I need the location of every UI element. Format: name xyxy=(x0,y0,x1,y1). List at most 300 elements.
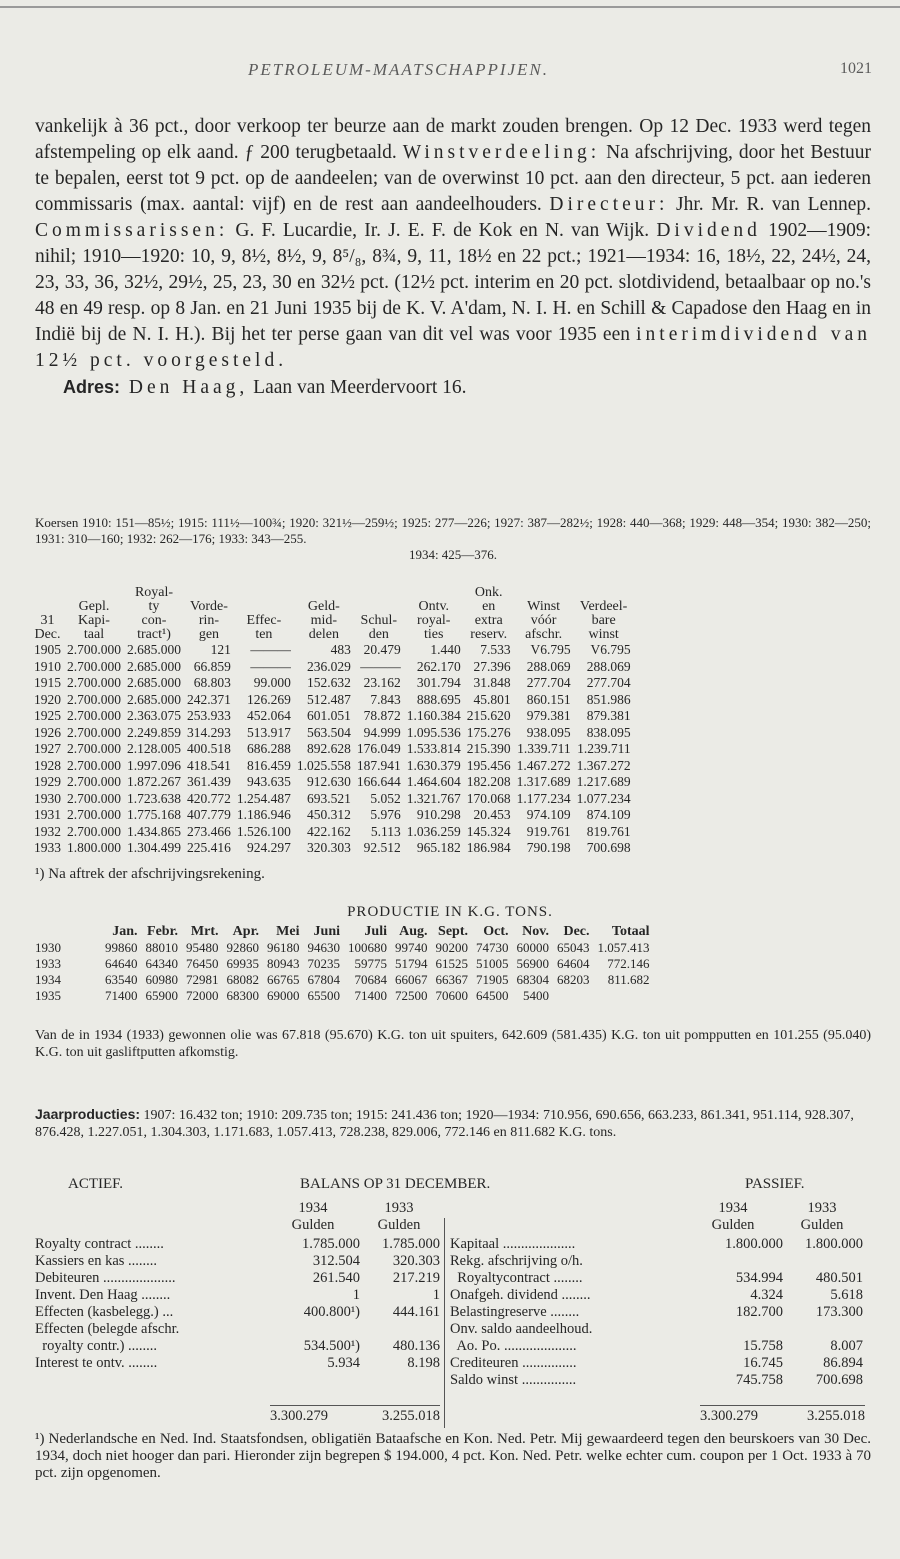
table-row xyxy=(31,642,634,659)
table-cell: 288.069 xyxy=(586,658,631,674)
table-cell: 72981 xyxy=(186,972,219,987)
text-run: G. F. Lucardie, Ir. J. E. F. de Kok en N. van Wijk. xyxy=(228,220,657,241)
adres-label: Adres: xyxy=(63,377,121,397)
balance-row xyxy=(450,1372,868,1389)
table-row xyxy=(31,972,654,988)
table-row xyxy=(31,692,634,709)
table-cell: 1.723.638 xyxy=(127,790,181,806)
balance-value xyxy=(695,1253,783,1270)
table-cell: 1.339.711 xyxy=(517,741,571,756)
table-cell: 2.128.005 xyxy=(127,741,181,756)
balance-label: Royalty contract ........ xyxy=(35,1236,164,1252)
table-row xyxy=(31,988,654,1004)
column-header: Royal- ty con- tract¹) xyxy=(134,585,174,642)
balance-value: 400.800¹) xyxy=(303,1304,360,1320)
table-cell: 187.941 xyxy=(356,757,401,773)
table-cell: 5.052 xyxy=(370,790,401,806)
table-cell: 78.872 xyxy=(363,708,401,723)
table-cell: 65043 xyxy=(557,940,590,955)
year-cell: 1930 xyxy=(35,940,61,955)
column-header: Nov. xyxy=(522,924,549,939)
year-cell: 1910 xyxy=(34,658,61,674)
koersen-block xyxy=(35,515,871,563)
table-cell: 301.794 xyxy=(416,675,461,690)
year-cell: 1927 xyxy=(34,741,61,756)
balance-row xyxy=(35,1287,440,1304)
balance-value: 444.161 xyxy=(392,1304,440,1320)
liab-total-row xyxy=(700,1408,865,1425)
table-cell: 67804 xyxy=(307,972,340,987)
koersen-line: Koersen 1910: 151—85½; 1915: 111½—100¾; 1920: 321½—259½; 1925: 277—226; 1927: 387—282½; 1928: 440—368; 1929: 448—354; 1930: 382—250; 1931: 310—160; 1932: 262—176; 1933: 343—255. xyxy=(35,515,871,546)
table-cell: 420.772 xyxy=(187,790,231,806)
table-cell: 152.632 xyxy=(307,675,351,690)
unit-label: Gulden xyxy=(711,1217,755,1233)
balance-label: Debiteuren .................... xyxy=(35,1270,176,1286)
origin-paragraph: Van de in 1934 (1933) gewonnen olie was 67.818 (95.670) K.G. ton uit spuiters, 642.609 (581.435) K.G. ton uit pompputten en 101.255 (95.040) K.G. ton uit gasliftputten afkomstig. xyxy=(35,1028,871,1060)
year-cell: 1933 xyxy=(35,956,61,971)
balance-label: Ao. Po. .................... xyxy=(450,1338,577,1354)
balance-label: Crediteuren ............... xyxy=(450,1355,577,1371)
table-cell: 64604 xyxy=(557,956,590,971)
table-cell: 2.700.000 xyxy=(67,658,121,674)
table-cell: 888.695 xyxy=(416,691,461,707)
table-cell: 851.986 xyxy=(586,691,631,707)
balance-value xyxy=(360,1321,440,1338)
table-cell: 175.276 xyxy=(466,724,511,740)
liab-sum-rule xyxy=(700,1405,865,1406)
table-cell: ——— xyxy=(360,658,401,674)
column-header: Onk. en extra reserv. xyxy=(470,585,508,642)
year-label: 1934 xyxy=(298,1200,328,1216)
table-row xyxy=(31,824,634,841)
asset-year-header xyxy=(270,1200,442,1234)
table-row xyxy=(31,675,634,692)
balance-label: Kapitaal .................... xyxy=(450,1236,576,1252)
column-header: Mei xyxy=(276,924,300,939)
balance-label: Royaltycontract ........ xyxy=(450,1270,583,1286)
year-cell: 1932 xyxy=(34,823,61,839)
table-row xyxy=(31,940,654,956)
table-cell: V6.795 xyxy=(590,642,631,657)
table-row xyxy=(31,659,634,676)
table-cell: 80943 xyxy=(267,956,300,971)
table-cell: 1.800.000 xyxy=(67,840,121,855)
unit-label: Gulden xyxy=(377,1217,421,1233)
jaarproducties-text: 1907: 16.432 ton; 1910: 209.735 ton; 1915: 241.436 ton; 1920—1934: 710.956, 690.656, 663.233, 861.341, 951.114, 928.307, 876.428, 1.227.051, 1.304.303, 1.171.683, 1.057.413, 728.238, 829.006, 772.146 en 811.682 K.G. tons. xyxy=(35,1108,854,1140)
table-cell: 2.700.000 xyxy=(67,823,121,839)
table-cell: 71905 xyxy=(476,972,509,987)
table-cell: 1.177.234 xyxy=(516,790,571,806)
column-header: Febr. xyxy=(147,924,178,939)
annual-production-paragraph xyxy=(35,1106,871,1141)
table-cell: 819.761 xyxy=(586,823,631,839)
table-cell: 66.859 xyxy=(193,658,231,674)
table-row xyxy=(31,725,634,742)
table-cell: 450.312 xyxy=(307,807,351,822)
table-cell: 99860 xyxy=(105,940,138,955)
table-cell: 601.051 xyxy=(307,708,351,723)
production-title: PRODUCTIE IN K.G. TONS. xyxy=(347,904,553,920)
table-cell: 513.917 xyxy=(247,724,291,740)
column-header: Jan. xyxy=(112,924,138,939)
balance-value: 86.894 xyxy=(823,1355,863,1371)
year-cell: 1929 xyxy=(34,774,61,789)
address-line xyxy=(35,374,871,401)
passief-heading: PASSIEF. xyxy=(745,1176,805,1192)
table-row xyxy=(31,840,634,857)
table-header-row xyxy=(31,586,634,642)
table-cell: 2.249.859 xyxy=(127,724,181,740)
column-header: Verdeel- bare winst xyxy=(579,599,628,642)
balance-label: Effecten (kasbelegg.) ... xyxy=(35,1304,174,1320)
dividend-label: Dividend xyxy=(656,220,761,241)
balance-row xyxy=(450,1236,868,1253)
paragraph xyxy=(35,114,871,374)
balance-row xyxy=(35,1304,440,1321)
table-cell: 51005 xyxy=(476,956,509,971)
table-cell: 1.254.487 xyxy=(236,790,291,806)
table-cell: 938.095 xyxy=(526,724,571,740)
table-cell: 92.512 xyxy=(363,840,401,855)
total-value: 3.300.279 xyxy=(700,1408,758,1424)
balance-value: 480.501 xyxy=(815,1270,863,1286)
balance-value: 261.540 xyxy=(312,1270,360,1286)
table-cell: 65900 xyxy=(145,988,178,1003)
table-cell: 1.057.413 xyxy=(597,940,650,955)
year-label: 1934 xyxy=(718,1200,748,1216)
table-cell: 1.434.865 xyxy=(127,823,181,839)
column-header: Dec. xyxy=(563,924,590,939)
table-cell: 51794 xyxy=(395,956,428,971)
balance-value: 8.007 xyxy=(830,1338,863,1354)
table-cell: 1.025.558 xyxy=(296,757,351,773)
table-cell: 68203 xyxy=(557,972,590,987)
directeur-label: Directeur: xyxy=(549,194,669,215)
table-cell: 72500 xyxy=(395,988,428,1003)
table-cell: 60980 xyxy=(145,972,178,987)
table-cell: 1.095.536 xyxy=(406,724,461,740)
column-header: Oct. xyxy=(483,924,509,939)
table-cell: 5400 xyxy=(523,988,549,1003)
balance-value: 1 xyxy=(432,1287,440,1303)
asset-sum-rule xyxy=(270,1405,440,1406)
balance-value: 8.198 xyxy=(407,1355,440,1371)
balance-value: 1.800.000 xyxy=(805,1236,863,1252)
table-cell: 1.533.814 xyxy=(406,741,461,756)
table-cell: 64640 xyxy=(105,956,138,971)
balance-label: Kassiers en kas ........ xyxy=(35,1253,158,1269)
balance-value xyxy=(695,1321,783,1338)
table-cell: 182.208 xyxy=(466,774,511,789)
column-header: Effec- ten xyxy=(246,613,282,642)
column-header: Geld- mid- delen xyxy=(307,599,340,642)
table-cell: 94630 xyxy=(307,940,340,955)
top-rule xyxy=(0,6,900,8)
table-cell: 1.630.379 xyxy=(406,757,461,773)
total-value: 3.255.018 xyxy=(382,1408,440,1424)
column-header: Vorde- rin- gen xyxy=(190,599,228,642)
table-cell: 27.396 xyxy=(473,658,511,674)
table-cell: 979.381 xyxy=(526,708,571,723)
table-cell: 277.704 xyxy=(586,675,631,690)
table-row xyxy=(31,807,634,824)
balance-value: 320.303 xyxy=(392,1253,440,1269)
column-header: Totaal xyxy=(611,924,650,939)
table-cell: 166.644 xyxy=(356,774,401,789)
table-cell: 66765 xyxy=(267,972,300,987)
table-cell: 452.064 xyxy=(247,708,291,723)
balance-row xyxy=(450,1270,868,1287)
table-row xyxy=(31,774,634,791)
koersen-line-2: 1934: 425—376. xyxy=(408,547,498,562)
table-cell: 400.518 xyxy=(187,741,231,756)
year-cell: 1928 xyxy=(34,757,61,773)
commissarissen-label: Commissarissen: xyxy=(35,220,229,241)
table-cell: 700.698 xyxy=(586,840,631,855)
balance-label: royalty contr.) ........ xyxy=(35,1338,158,1354)
table-cell: 69000 xyxy=(267,988,300,1003)
table-cell: 943.635 xyxy=(247,774,291,789)
table-cell: 1.367.272 xyxy=(576,757,631,773)
column-header: Aug. xyxy=(399,924,428,939)
table-footnote: ¹) Na aftrek der afschrijvingsrekening. xyxy=(35,866,265,882)
table-cell: 910.298 xyxy=(416,807,461,822)
table-cell: V6.795 xyxy=(530,642,571,657)
table-cell: 126.269 xyxy=(247,691,291,707)
table-cell: 919.761 xyxy=(526,823,571,839)
column-header: Gepl. Kapi- taal xyxy=(78,599,110,642)
balance-label: Interest te ontv. ........ xyxy=(35,1355,158,1371)
table-cell: 68300 xyxy=(226,988,259,1003)
table-cell: 262.170 xyxy=(416,658,461,674)
table-cell: 71400 xyxy=(354,988,387,1003)
table-cell: 56900 xyxy=(516,956,549,971)
table-cell: 1.526.100 xyxy=(236,823,291,839)
table-cell: 874.109 xyxy=(586,807,631,822)
balance-footnote: ¹) Nederlandsche en Ned. Ind. Staatsfondsen, obligatiën Bataafsche en Kon. Ned. Petr. Mij gewaardeerd tegen den beurskoers van 30 Dec. 1934, doch niet hooger dan pari. Hieronder zijn begrepen $ 194.000, 4 pct. Kon. Ned. Petr. welke echter cum. coupon per 1 Oct. 1933 à 70 pct. zijn opgenomen. xyxy=(35,1431,871,1481)
table-cell: 912.630 xyxy=(307,774,351,789)
table-cell: 71400 xyxy=(105,988,138,1003)
table-cell: ——— xyxy=(250,642,291,657)
balance-label: Rekg. afschrijving o/h. xyxy=(450,1253,583,1269)
table-cell: 816.459 xyxy=(247,757,291,773)
liab-year-header xyxy=(690,1200,865,1234)
balance-value: 480.136 xyxy=(392,1338,440,1354)
table-cell: 65500 xyxy=(307,988,340,1003)
table-cell: 2.700.000 xyxy=(67,642,121,657)
table-cell: 1.467.272 xyxy=(516,757,571,773)
balance-label: Onafgeh. dividend ........ xyxy=(450,1287,591,1303)
table-cell: 974.109 xyxy=(526,807,571,822)
year-label: 1933 xyxy=(384,1200,414,1216)
table-cell: 879.381 xyxy=(586,708,631,723)
balance-row xyxy=(450,1338,868,1355)
asset-total-row xyxy=(270,1408,440,1425)
table-cell: 2.700.000 xyxy=(67,741,121,756)
balance-row xyxy=(450,1321,868,1338)
balance-value: 182.700 xyxy=(735,1304,783,1320)
table-cell: 66367 xyxy=(435,972,468,987)
table-cell: 686.288 xyxy=(247,741,291,756)
column-header: Mrt. xyxy=(190,924,219,939)
table-cell: 2.700.000 xyxy=(67,807,121,822)
year-cell: 1925 xyxy=(34,708,61,723)
table-cell: 2.700.000 xyxy=(67,675,121,690)
balance-value: 1.800.000 xyxy=(725,1236,783,1252)
balance-value: 700.698 xyxy=(815,1372,863,1388)
table-cell: 64340 xyxy=(145,956,178,971)
balance-value: 1.785.000 xyxy=(302,1236,360,1252)
table-cell: 1.077.234 xyxy=(576,790,631,806)
table-cell: 2.685.000 xyxy=(127,658,181,674)
table-cell: 1.036.259 xyxy=(406,823,461,839)
balance-value: 16.745 xyxy=(743,1355,783,1371)
table-cell: 20.479 xyxy=(363,642,401,657)
year-cell: 1926 xyxy=(34,724,61,740)
balance-value: 534.994 xyxy=(735,1270,783,1286)
balance-value xyxy=(270,1321,360,1338)
table-cell: 273.466 xyxy=(187,823,231,839)
table-cell: 2.363.075 xyxy=(127,708,181,723)
production-table xyxy=(31,924,654,1004)
table-cell: 70684 xyxy=(354,972,387,987)
balance-row xyxy=(35,1321,440,1338)
table-row xyxy=(31,708,634,725)
balance-label: Effecten (belegde afschr. xyxy=(35,1321,180,1337)
table-cell: 1.304.499 xyxy=(127,840,181,855)
table-cell: 790.198 xyxy=(526,840,571,855)
column-header: Ontv. royal- ties xyxy=(417,599,451,642)
column-header xyxy=(31,924,101,940)
balance-label: Saldo winst ............... xyxy=(450,1372,577,1388)
table-cell: 772.146 xyxy=(607,956,650,971)
table-cell: 2.685.000 xyxy=(127,675,181,690)
table-cell: 23.162 xyxy=(363,675,401,690)
table-cell: 70235 xyxy=(307,956,340,971)
table-cell: 320.303 xyxy=(307,840,351,855)
financial-table xyxy=(31,586,634,857)
table-cell: 145.324 xyxy=(466,823,511,839)
table-cell: 59775 xyxy=(354,956,387,971)
table-cell: 225.416 xyxy=(187,840,231,855)
balance-value: 4.324 xyxy=(750,1287,783,1303)
table-cell: 965.182 xyxy=(416,840,461,855)
table-cell: 1.872.267 xyxy=(127,774,181,789)
table-cell: 242.371 xyxy=(187,691,231,707)
balance-value: 217.219 xyxy=(392,1270,440,1286)
table-cell: 1.464.604 xyxy=(406,774,461,789)
column-header: Sept. xyxy=(438,924,468,939)
table-cell: 176.049 xyxy=(356,741,401,756)
table-cell: 96180 xyxy=(267,940,300,955)
balance-row xyxy=(450,1287,868,1304)
text-run: Jhr. Mr. R. van Lennep. xyxy=(668,194,871,215)
table-cell: 61525 xyxy=(435,956,468,971)
table-cell: 2.700.000 xyxy=(67,691,121,707)
table-cell: 1.239.711 xyxy=(577,741,631,756)
table-cell: 215.390 xyxy=(466,741,511,756)
table-cell: 2.700.000 xyxy=(67,724,121,740)
table-cell: 277.704 xyxy=(526,675,571,690)
table-cell: 195.456 xyxy=(466,757,511,773)
table-cell: 186.984 xyxy=(466,840,511,855)
balance-row xyxy=(35,1338,440,1355)
table-cell: 7.843 xyxy=(370,691,401,707)
total-value: 3.300.279 xyxy=(270,1408,328,1424)
balance-value: 312.504 xyxy=(312,1253,360,1269)
table-cell: 70600 xyxy=(435,988,468,1003)
balance-value: 173.300 xyxy=(815,1304,863,1320)
table-row xyxy=(31,741,634,758)
table-cell: 2.700.000 xyxy=(67,774,121,789)
table-cell: 2.700.000 xyxy=(67,790,121,806)
table-cell: 64500 xyxy=(476,988,509,1003)
text-run: vankelijk à 36 pct., door verkoop ter beurze aan de markt zouden brengen. Op 12 Dec. 1933 werd tegen afstempeling op elk aand. ƒ 200 terugbetaald. xyxy=(35,116,871,163)
table-cell: 860.151 xyxy=(526,691,571,707)
table-cell: 68082 xyxy=(226,972,259,987)
year-cell: 1905 xyxy=(34,642,61,657)
unit-label: Gulden xyxy=(291,1217,335,1233)
table-cell: 361.439 xyxy=(187,774,231,789)
column-header: 31 Dec. xyxy=(34,613,61,642)
balance-row xyxy=(450,1304,868,1321)
balance-value: 5.618 xyxy=(830,1287,863,1303)
table-cell: 7.533 xyxy=(480,642,511,657)
table-cell: 811.682 xyxy=(607,972,650,987)
table-cell: 94.999 xyxy=(363,724,401,740)
balance-value: 5.934 xyxy=(327,1355,360,1371)
balance-value xyxy=(783,1321,863,1338)
table-cell: 693.521 xyxy=(307,790,351,806)
winstverdeeling-label: Winstverdeeling: xyxy=(402,142,601,163)
table-cell: 92860 xyxy=(226,940,259,955)
table-cell: 1.217.689 xyxy=(576,774,631,789)
table-cell: 170.068 xyxy=(466,790,511,806)
table-cell: 288.069 xyxy=(526,658,571,674)
column-divider xyxy=(444,1218,445,1428)
table-cell: 74730 xyxy=(476,940,509,955)
table-cell: 422.162 xyxy=(307,823,351,839)
balance-value: 534.500¹) xyxy=(303,1338,360,1354)
table-row xyxy=(31,758,634,775)
table-cell: 2.700.000 xyxy=(67,757,121,773)
table-cell: 924.297 xyxy=(247,840,291,855)
table-cell: 892.628 xyxy=(307,741,351,756)
table-cell: 121 xyxy=(210,642,231,657)
table-cell: 1.440 xyxy=(430,642,461,657)
table-cell: 1.186.946 xyxy=(236,807,291,822)
balance-label: Invent. Den Haag ........ xyxy=(35,1287,171,1303)
balance-value: 745.758 xyxy=(735,1372,783,1388)
unit-label: Gulden xyxy=(800,1217,844,1233)
table-header-row xyxy=(31,924,654,940)
table-row xyxy=(31,791,634,808)
table-cell: 63540 xyxy=(105,972,138,987)
table-cell: 314.293 xyxy=(187,724,231,740)
table-cell: 5.113 xyxy=(370,823,401,839)
table-cell: 99740 xyxy=(395,940,428,955)
balance-row xyxy=(35,1270,440,1287)
interimdividend-label: interimdividend van 12½ pct. voorgesteld. xyxy=(35,324,871,371)
table-cell: 2.685.000 xyxy=(127,642,181,657)
column-header: Juni xyxy=(313,924,340,939)
year-cell: 1915 xyxy=(34,675,61,690)
table-cell: 20.453 xyxy=(473,807,511,822)
table-cell: 407.779 xyxy=(187,807,231,822)
table-cell: 66067 xyxy=(395,972,428,987)
table-cell: 1.160.384 xyxy=(406,708,461,723)
jaarproducties-label: Jaarproducties: xyxy=(35,1106,141,1122)
